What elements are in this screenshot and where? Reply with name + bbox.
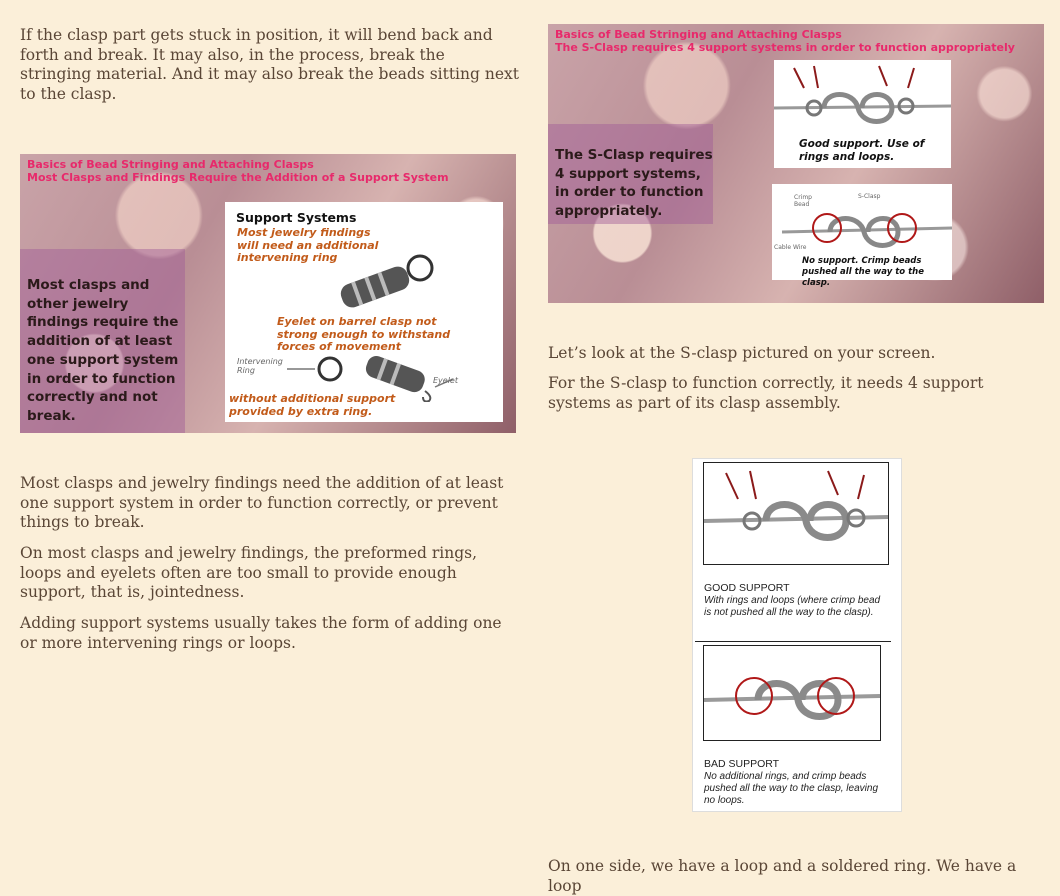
bad-support-photo-frame — [703, 645, 881, 741]
good-support-text: Good support. Use of rings and loops. — [799, 138, 925, 163]
label-cable-wire: Cable Wire — [774, 244, 807, 251]
label-intervening-ring: Intervening Ring — [237, 357, 283, 375]
support-systems-card — [225, 202, 503, 422]
s-clasp-good-photo — [704, 463, 888, 564]
s-clasp-good-icon — [774, 62, 951, 130]
bad-support-text: No support. Crimp beads pushed all the way to the clasp. — [802, 256, 924, 288]
paragraph-look-at-s-clasp: Let’s look at the S-clasp pictured on your screen. — [548, 344, 936, 362]
paragraph-clasp-stuck: If the clasp part gets stuck in position, it will bend back and forth and break. It may also, in the process, break the stringing material. And it may also break the beads sitting next to the clasp. — [20, 26, 519, 103]
slide-s-clasp — [548, 24, 1044, 303]
slide-title: Basics of Bead Stringing and Attaching Clasps Most Clasps and Findings Require the Addition of a Support System — [27, 158, 449, 184]
label-crimp-bead: Crimp Bead — [794, 194, 812, 208]
note-without-support: without additional support provided by extra ring. — [229, 392, 396, 418]
card-title: Support Systems — [236, 210, 357, 225]
paragraph-adding-support: Adding support systems usually takes the form of adding one or more intervening rings or loops. — [20, 614, 502, 652]
label-eyelet: Eyelet — [433, 376, 458, 385]
good-support-photo-frame — [703, 462, 889, 565]
slide-title: Basics of Bead Stringing and Attaching Clasps The S-Clasp requires 4 support systems in order to function appropriately — [555, 28, 1015, 54]
label-s-clasp: S-Clasp — [858, 193, 881, 200]
paragraph-loop-and-ring: On one side, we have a loop and a soldered ring. We have a loop — [548, 857, 1017, 895]
bad-support-title: BAD SUPPORT — [704, 758, 780, 770]
s-clasp-support-figure — [692, 458, 902, 812]
paragraph-support-system: Most clasps and jewelry findings need the addition of at least one support system in order to function correctly, or prevent things to break. — [20, 474, 504, 531]
slide-support-systems — [20, 154, 516, 433]
good-support-title: GOOD SUPPORT — [704, 582, 790, 594]
s-clasp-bad-icon — [772, 202, 952, 252]
paragraph-four-support-systems: For the S-clasp to function correctly, it needs 4 support systems as part of its clasp assembly. — [548, 374, 984, 412]
bad-support-card — [772, 184, 952, 288]
paragraph-preformed-rings: On most clasps and jewelry findings, the preformed rings, loops and eyelets often are too small to provide enough support, that is, jointedness. — [20, 544, 478, 601]
slide-left-text: The S-Clasp requires 4 support systems, in order to function appropriately. — [555, 147, 713, 220]
good-support-description: With rings and loops (where crimp bead is not pushed all the way to the clasp). — [704, 595, 881, 618]
barrel-clasp-with-ring-icon — [320, 242, 440, 312]
bad-support-description: No additional rings, and crimp beads pushed all the way to the clasp, leaving no loops. — [704, 771, 878, 806]
note-intervening-ring: Most jewelry findings will need an additional intervening ring — [237, 226, 379, 264]
good-support-card — [774, 60, 951, 168]
s-clasp-bad-photo — [704, 646, 880, 740]
slide-left-text: Most clasps and other jewelry findings require the addition of at least one support system in order to function correctly and not break. — [27, 277, 179, 424]
note-eyelet: Eyelet on barrel clasp not strong enough to withstand forces of movement — [277, 315, 451, 353]
